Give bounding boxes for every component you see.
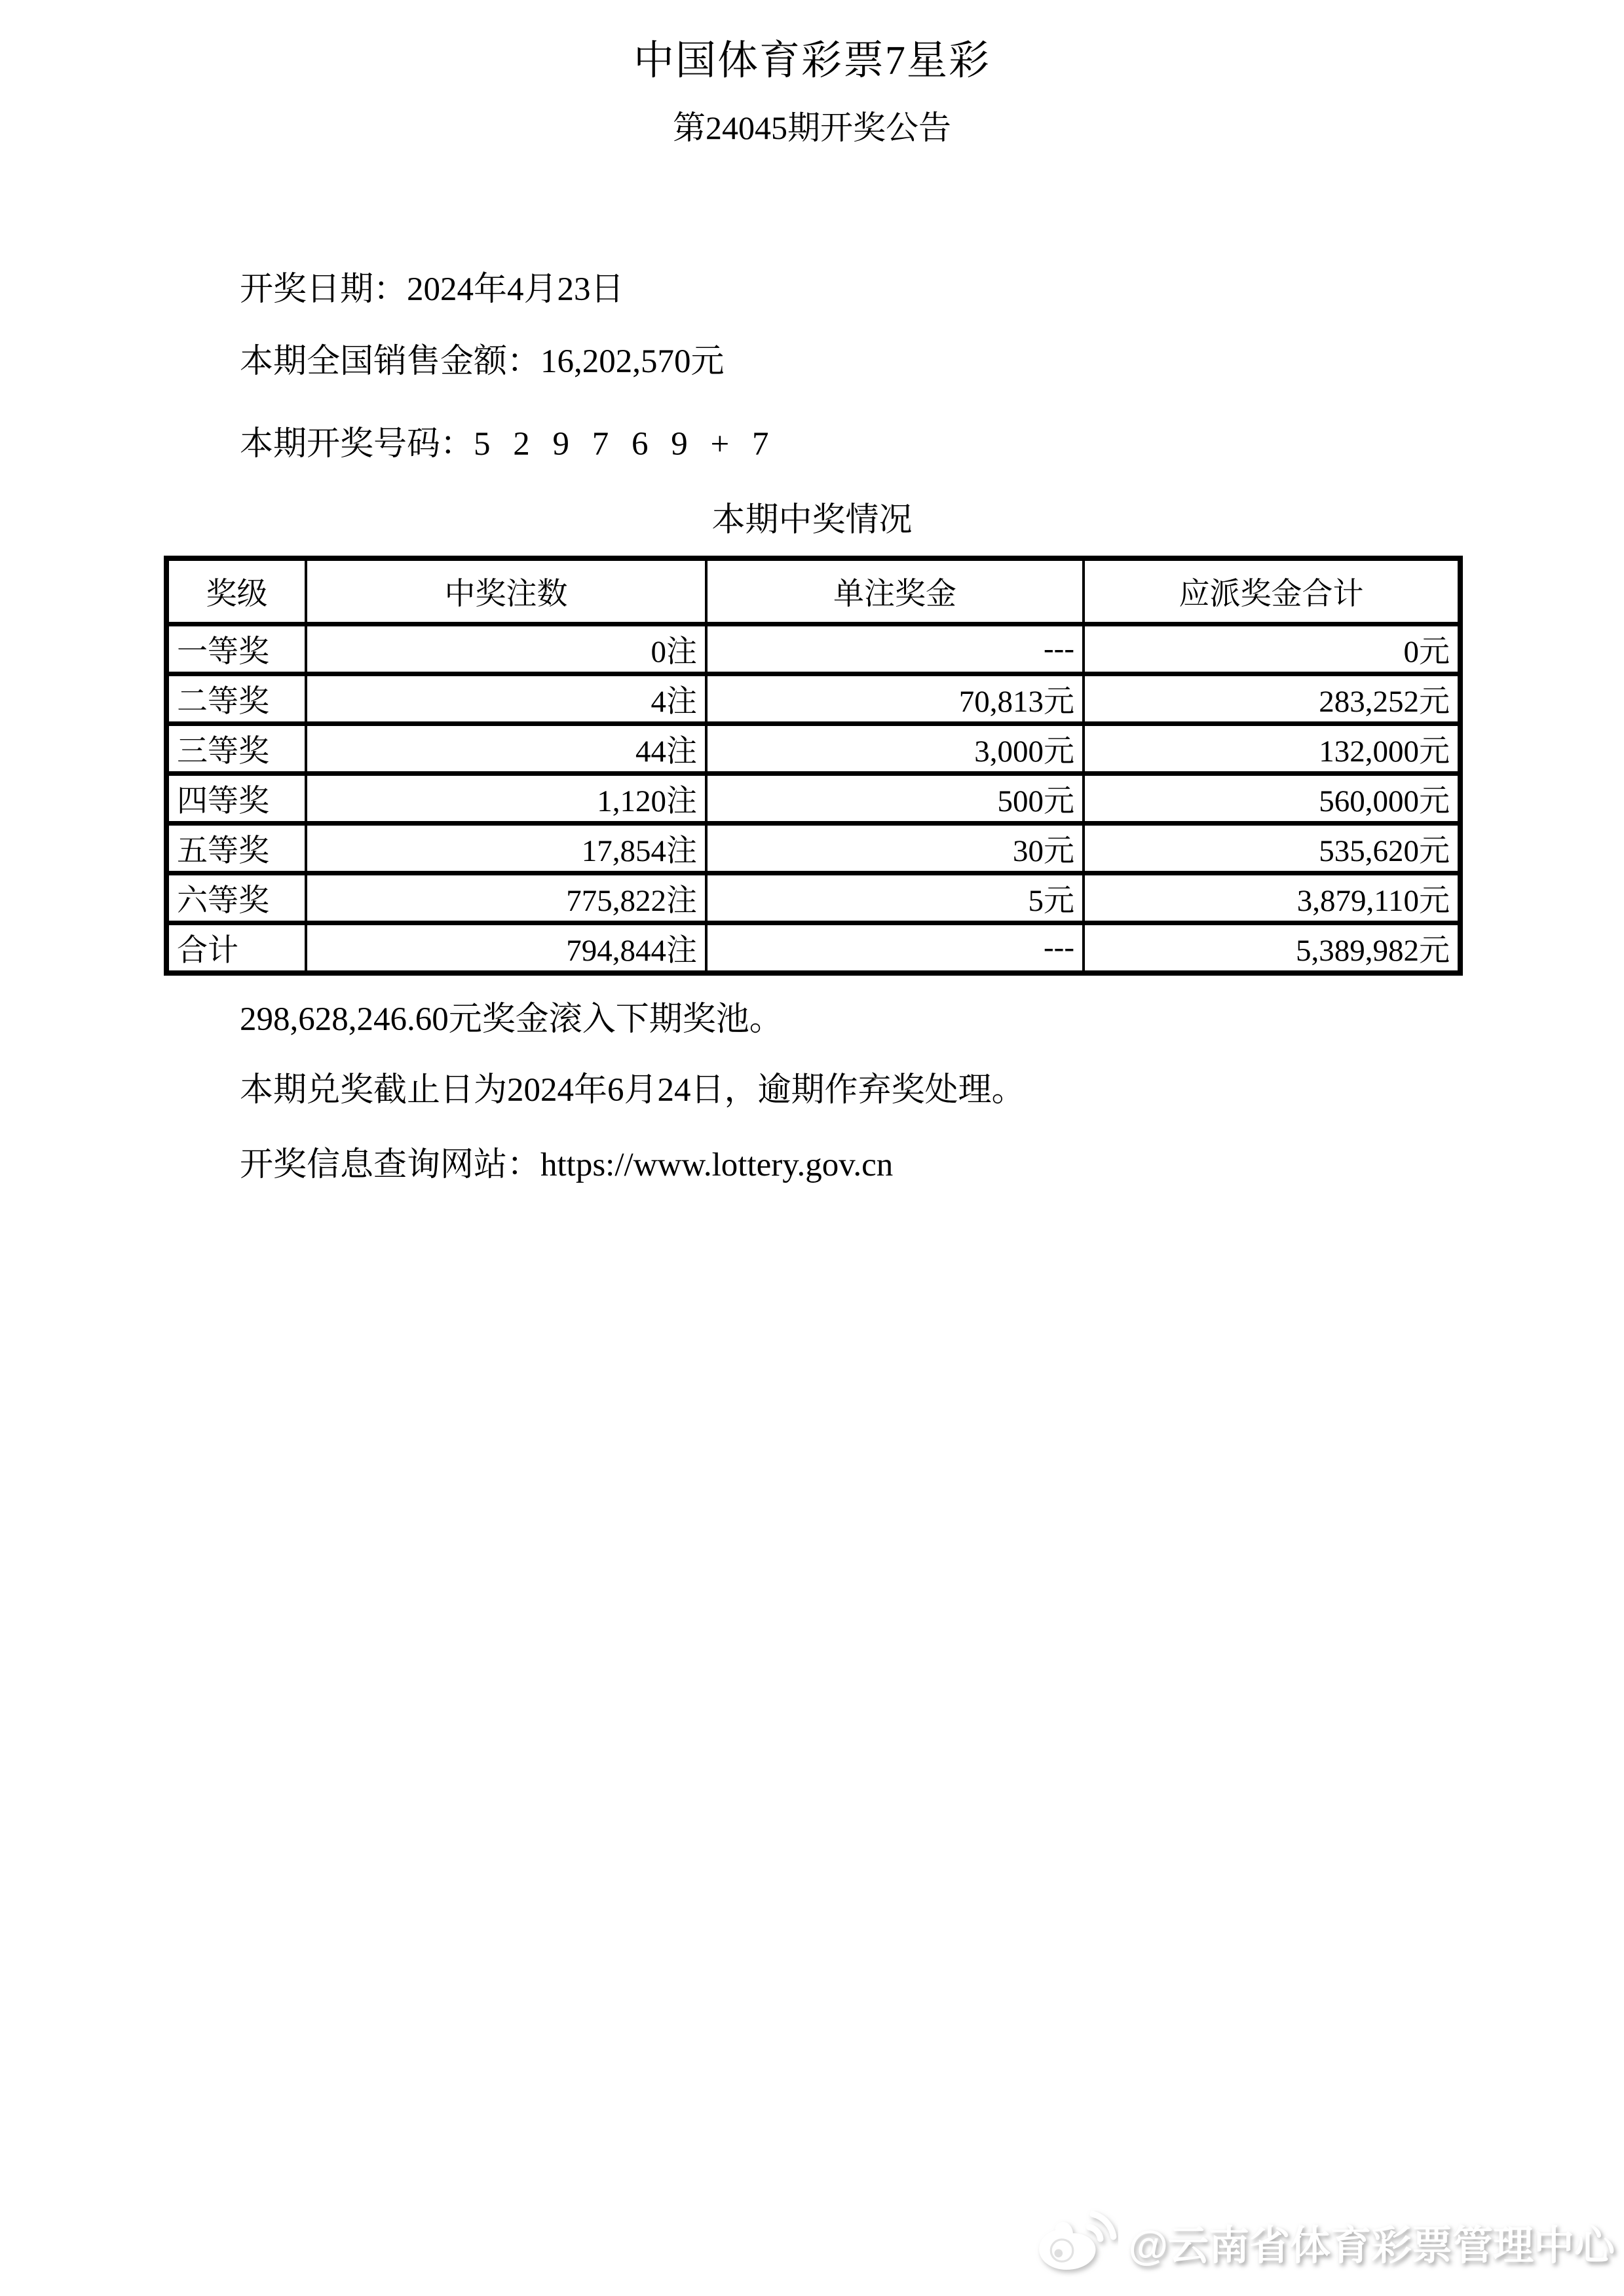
cell-winning-bets: 775,822注 [306,873,706,923]
page-subtitle: 第24045期开奖公告 [673,109,951,146]
cell-prize-per-bet: --- [706,624,1084,674]
cell-prize-level: 四等奖 [166,773,306,823]
table-row [166,624,1460,674]
cell-prize-per-bet: 30元 [706,823,1084,873]
cell-prize-level: 六等奖 [166,873,306,923]
column-header-total-prize: 应派奖金合计 [1084,558,1460,624]
cell-total-prize: 132,000元 [1084,723,1460,773]
cell-total-prize: 560,000元 [1084,773,1460,823]
weibo-watermark-text: @云南省体育彩票管理中心 [1128,2223,1615,2268]
cell-total-prize: 5,389,982元 [1084,923,1460,973]
sales-amount-line: 本期全国销售金额：16,202,570元 [240,343,725,380]
cell-prize-level: 三等奖 [166,723,306,773]
page-title: 中国体育彩票7星彩 [633,39,991,83]
cell-prize-per-bet: --- [706,923,1084,973]
table-row [166,674,1460,723]
cell-prize-level: 二等奖 [166,674,306,723]
cell-prize-level: 合计 [166,923,306,973]
cell-prize-per-bet: 3,000元 [706,723,1084,773]
draw-date-line: 开奖日期：2024年4月23日 [240,271,624,308]
column-header-prize-per-bet: 单注奖金 [706,558,1084,624]
query-website-note: 开奖信息查询网站：https://www.lottery.gov.cn [240,1147,894,1183]
prize-table [164,556,1463,976]
cell-prize-per-bet: 500元 [706,773,1084,823]
cell-prize-per-bet: 70,813元 [706,674,1084,723]
cell-winning-bets: 794,844注 [306,923,706,973]
weibo-watermark [1033,2208,1615,2284]
cell-winning-bets: 4注 [306,674,706,723]
table-row [166,723,1460,773]
redeem-deadline-note: 本期兑奖截止日为2024年6月24日，逾期作弃奖处理。 [240,1072,1025,1109]
cell-total-prize: 3,879,110元 [1084,873,1460,923]
cell-winning-bets: 17,854注 [306,823,706,873]
cell-total-prize: 535,620元 [1084,823,1460,873]
table-row [166,773,1460,823]
weibo-icon [1033,2208,1118,2284]
winning-numbers-label: 本期开奖号码： [240,426,474,463]
cell-total-prize: 0元 [1084,624,1460,674]
cell-prize-per-bet: 5元 [706,873,1084,923]
cell-prize-level: 五等奖 [166,823,306,873]
cell-winning-bets: 0注 [306,624,706,674]
table-row [166,873,1460,923]
column-header-winning-bets: 中奖注数 [306,558,706,624]
winning-numbers-line [240,426,776,463]
table-row-total [166,923,1460,973]
rollover-note: 298,628,246.60元奖金滚入下期奖池。 [240,1001,783,1038]
cell-prize-level: 一等奖 [166,624,306,674]
prize-table-title: 本期中奖情况 [711,502,913,539]
cell-winning-bets: 1,120注 [306,773,706,823]
cell-total-prize: 283,252元 [1084,674,1460,723]
table-header-row [166,558,1460,624]
table-row [166,823,1460,873]
winning-numbers: 5 2 9 7 6 9 + 7 [474,426,776,463]
column-header-prize-level: 奖级 [166,558,306,624]
cell-winning-bets: 44注 [306,723,706,773]
